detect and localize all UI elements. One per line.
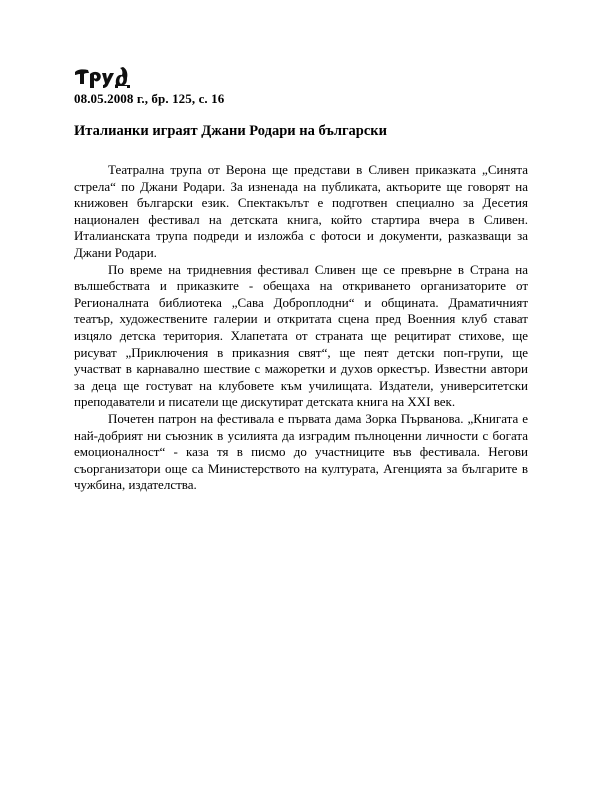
- article-body: [74, 162, 528, 494]
- paragraph: Почетен патрон на фестивала е първата дама Зорка Първанова. „Книгата е най-добрият ни съюзник в усилията да изградим пълноценни личности с богата емоционалност“ - каза тя в писмо до участниците във фестивала. Негови съорганизатори още са Министерството на културата, Агенцията за българите в чужбина, издателства.: [74, 410, 528, 493]
- trud-logo-icon: [74, 66, 136, 90]
- publication-info: 08.05.2008 г., бр. 125, с. 16: [74, 91, 225, 106]
- paragraph: Театрална трупа от Верона ще представи в Сливен приказката „Синята стрела“ по Джани Родари. За изненада на публиката, актьорите ще говорят на книжовен български език. Спектакълът е подготвен специално за Десетия национален фестивал на детската книга, който стартира вчера в Сливен. Италианската трупа подреди и изложба с фотоси и документи, разказващи за Джани Родари.: [74, 162, 528, 260]
- newspaper-logo: [74, 66, 136, 90]
- paragraph: По време на тридневния фестивал Сливен ще се превърне в Страна на вълшебствата и приказките - обещаха на откриването организаторите от Регионалната библиотека „Сава Доброплодни“ и общината. Драматичният театър, художествените галерии и откритата сцена пред Военния клуб стават изцяло детска територия. Хлапетата от страната ще рецитират стихове, ще рисуват „Приключения в приказния свят“, ще пеят детски поп-групи, ще участват в карнавално шествие с мажоретки и духов оркестър. Известни автори за деца ще гостуват на клубовете към училищата. Издатели, университетски преподаватели и писатели ще дискутират детската книга на XXI век.: [74, 261, 528, 410]
- article-title: Италианки играят Джани Родари на български: [74, 123, 388, 139]
